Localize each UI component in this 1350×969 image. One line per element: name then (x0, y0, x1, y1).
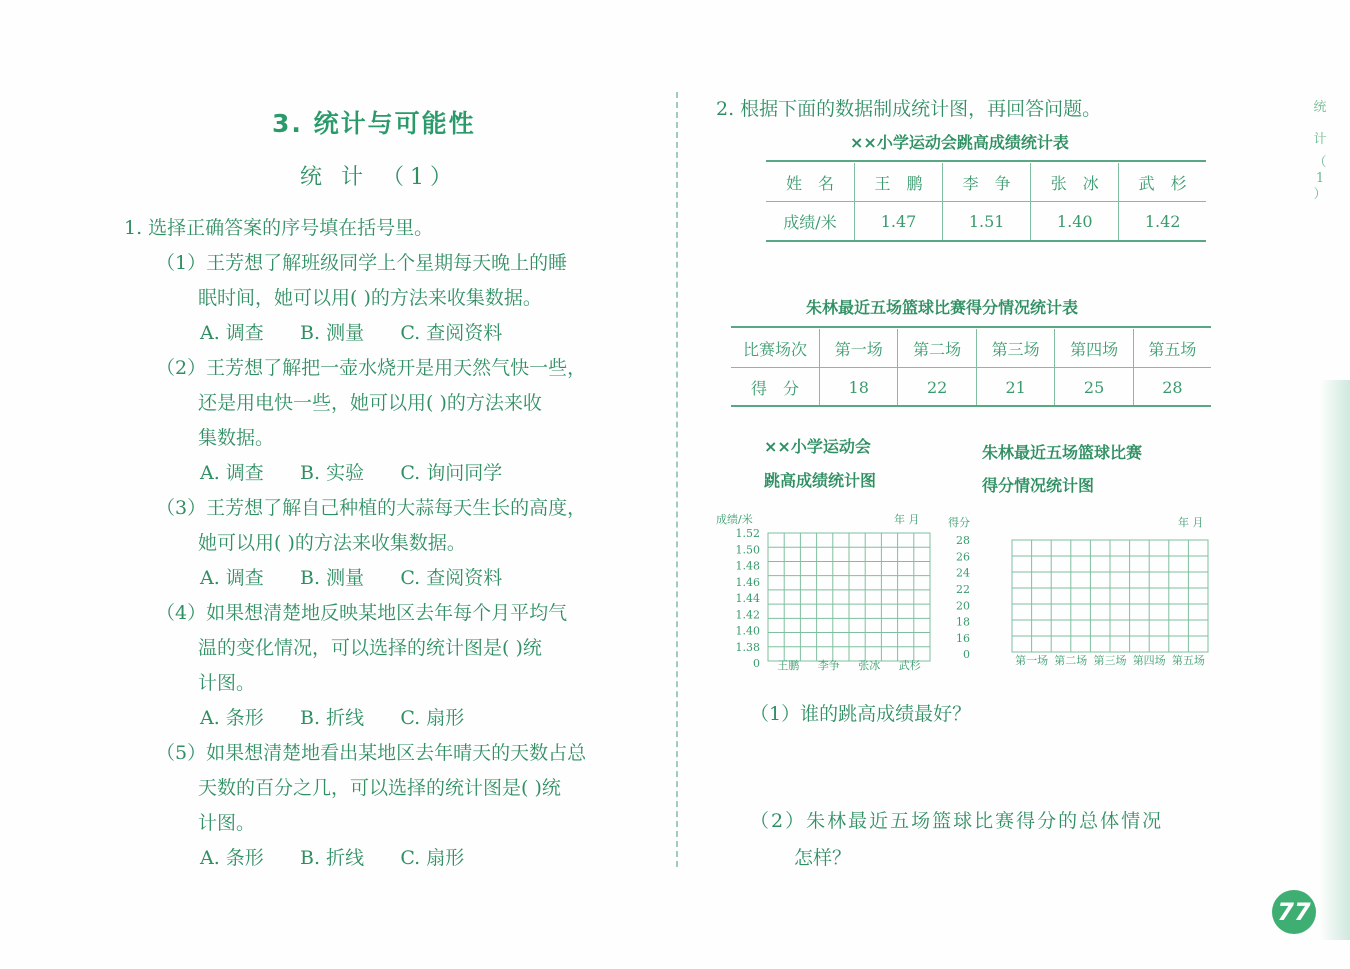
table1-cell: 1.42 (1119, 202, 1206, 241)
c2-ytick-label: 18 (956, 615, 970, 629)
table1-header-cell: 李 争 (943, 163, 1031, 202)
table2-cell: 22 (898, 368, 976, 407)
q1-item1-line2: 眠时间，她可以用( )的方法来收集数据。 (198, 287, 542, 309)
c1-xtick-label: 武杉 (898, 659, 921, 672)
side-tab-char: 计 (1313, 132, 1327, 147)
question-2-stem: 2. 根据下面的数据制成统计图，再回答问题。 (716, 98, 1102, 120)
q1-item5-line1: （5）如果想清楚地看出某地区去年晴天的天数占总 (156, 742, 587, 764)
q1-item5-line2: 天数的百分之几，可以选择的统计图是( )统 (198, 777, 561, 799)
c1-ytick-label: 1.38 (735, 641, 760, 654)
page-edge-shade (1320, 380, 1350, 940)
c1-xtick-label: 王鹏 (777, 659, 800, 672)
chart1-ylabel: 成绩/米 (716, 513, 753, 526)
c1-ytick-label: 1.44 (735, 592, 760, 606)
q1-item3-line1: （3）王芳想了解自己种植的大蒜每天生长的高度， (156, 497, 587, 519)
table1-header-row (766, 163, 1206, 202)
c2-ytick-label: 28 (956, 534, 970, 547)
c2-ytick-label: 22 (956, 583, 970, 596)
c1-xtick-label: 李争 (817, 659, 840, 672)
side-tab-char: （ (1313, 155, 1327, 170)
subtitle: 统 计 （1） (300, 165, 458, 190)
table2-header-row (731, 329, 1211, 368)
table2-cell: 28 (1133, 368, 1211, 407)
c2-ytick-label: 16 (956, 632, 970, 645)
table1-top-rule (766, 160, 1206, 162)
chart2-grid (944, 508, 1216, 676)
sub-question-1: （1）谁的跳高成绩最好？ (750, 703, 972, 725)
q1-item4-line2: 温的变化情况，可以选择的统计图是( )统 (198, 637, 542, 659)
table1-cell: 1.40 (1031, 202, 1119, 241)
q1-item5-options: A. 条形 B. 折线 C. 扇形 (200, 847, 465, 869)
table1-cell: 1.47 (855, 202, 943, 241)
table2-cell: 21 (976, 368, 1054, 407)
sub-question-2-line1: （2）朱林最近五场篮球比赛得分的总体情况 (750, 810, 1164, 832)
table2-top-rule (731, 326, 1211, 328)
table1-data-row (766, 202, 1206, 241)
q1-item4-line1: （4）如果想清楚地反映某地区去年每个月平均气 (156, 602, 568, 624)
c1-ytick-label: 1.42 (735, 608, 760, 622)
c1-xtick-label: 张冰 (858, 659, 881, 672)
c2-xtick-label: 第二场 (1054, 654, 1088, 667)
c1-ytick-label: 1.52 (735, 527, 760, 540)
table1-header-cell: 张 冰 (1031, 163, 1119, 202)
chart2-title-line1: 朱林最近五场篮球比赛 (982, 443, 1143, 462)
c2-ytick-label: 20 (956, 599, 970, 613)
c2-xtick-label: 第五场 (1171, 654, 1205, 667)
chart1-title-line2: 跳高成绩统计图 (764, 471, 877, 490)
q1-item4-options: A. 条形 B. 折线 C. 扇形 (200, 707, 465, 729)
table2 (731, 329, 1211, 406)
chart2-title-line2: 得分情况统计图 (982, 476, 1095, 495)
c1-ytick-label: 1.50 (735, 543, 760, 557)
side-tab-char: 1 (1315, 171, 1325, 186)
sub-question-2-line2: 怎样？ (794, 847, 852, 869)
q1-item2-line3: 集数据。 (198, 427, 275, 449)
table1-title: ××小学运动会跳高成绩统计表 (850, 133, 1069, 152)
side-tab-char: 统 (1313, 100, 1327, 115)
table2-header-cell: 比赛场次 (731, 329, 820, 368)
table2-header-cell: 第四场 (1055, 329, 1133, 368)
q1-item2-line2: 还是用电快一些，她可以用( )的方法来收 (198, 392, 542, 414)
column-divider (676, 92, 678, 867)
q1-item2-options: A. 调查 B. 实验 C. 询问同学 (200, 462, 503, 484)
chart1-date-label: 年 月 (894, 513, 920, 526)
c2-ytick-label: 26 (956, 550, 970, 564)
table1-row-label: 成绩/米 (783, 212, 837, 232)
table2-header-cell: 第一场 (820, 329, 898, 368)
page-number: 77 (1272, 890, 1316, 934)
table2-header-cell: 第五场 (1133, 329, 1211, 368)
c1-ytick-label: 0 (753, 657, 760, 670)
chart2-date-label: 年 月 (1178, 516, 1204, 529)
table1-header-cell: 姓 名 (766, 163, 855, 202)
table2-header-cell: 第三场 (976, 329, 1054, 368)
table2-cell: 18 (820, 368, 898, 407)
q1-item5-line3: 计图。 (198, 812, 256, 834)
table1-bottom-rule (766, 240, 1206, 242)
chart1-grid (712, 505, 940, 677)
table2-cell: 25 (1055, 368, 1133, 407)
c2-xtick-label: 第三场 (1093, 654, 1127, 667)
q1-item3-line2: 她可以用( )的方法来收集数据。 (198, 532, 466, 554)
q1-item2-line1: （2）王芳想了解把一壶水烧开是用天然气快一些， (156, 357, 587, 379)
table1 (766, 163, 1206, 240)
q1-item4-line3: 计图。 (198, 672, 256, 694)
c1-ytick-label: 1.48 (735, 559, 760, 573)
table1-header-cell: 武 杉 (1119, 163, 1206, 202)
q1-item3-options: A. 调查 B. 测量 C. 查阅资料 (200, 567, 503, 589)
table2-header-cell: 第二场 (898, 329, 976, 368)
c2-ytick-label: 24 (956, 566, 970, 580)
c2-ytick-label: 0 (963, 648, 970, 661)
section-title: 3. 统计与可能性 (272, 109, 476, 138)
chart2-ylabel: 得分 (948, 516, 970, 529)
side-tab-char: ） (1313, 187, 1327, 202)
table2-title: 朱林最近五场篮球比赛得分情况统计表 (806, 298, 1079, 317)
table2-data-row (731, 368, 1211, 407)
question-1-stem: 1. 选择正确答案的序号填在括号里。 (124, 217, 434, 239)
table1-cell: 1.51 (943, 202, 1031, 241)
table2-bottom-rule (731, 405, 1211, 407)
c1-ytick-label: 1.40 (735, 624, 760, 638)
q1-item1-line1: （1）王芳想了解班级同学上个星期每天晚上的睡 (156, 252, 568, 274)
side-chapter-tab (1308, 92, 1332, 202)
table1-header-cell: 王 鹏 (855, 163, 943, 202)
c1-ytick-label: 1.46 (735, 575, 760, 589)
q1-item1-options: A. 调查 B. 测量 C. 查阅资料 (200, 322, 503, 344)
chart1-title-line1: ××小学运动会 (764, 437, 871, 456)
table2-row-label: 得 分 (750, 378, 799, 398)
c2-xtick-label: 第四场 (1132, 654, 1166, 667)
c2-xtick-label: 第一场 (1015, 654, 1049, 667)
